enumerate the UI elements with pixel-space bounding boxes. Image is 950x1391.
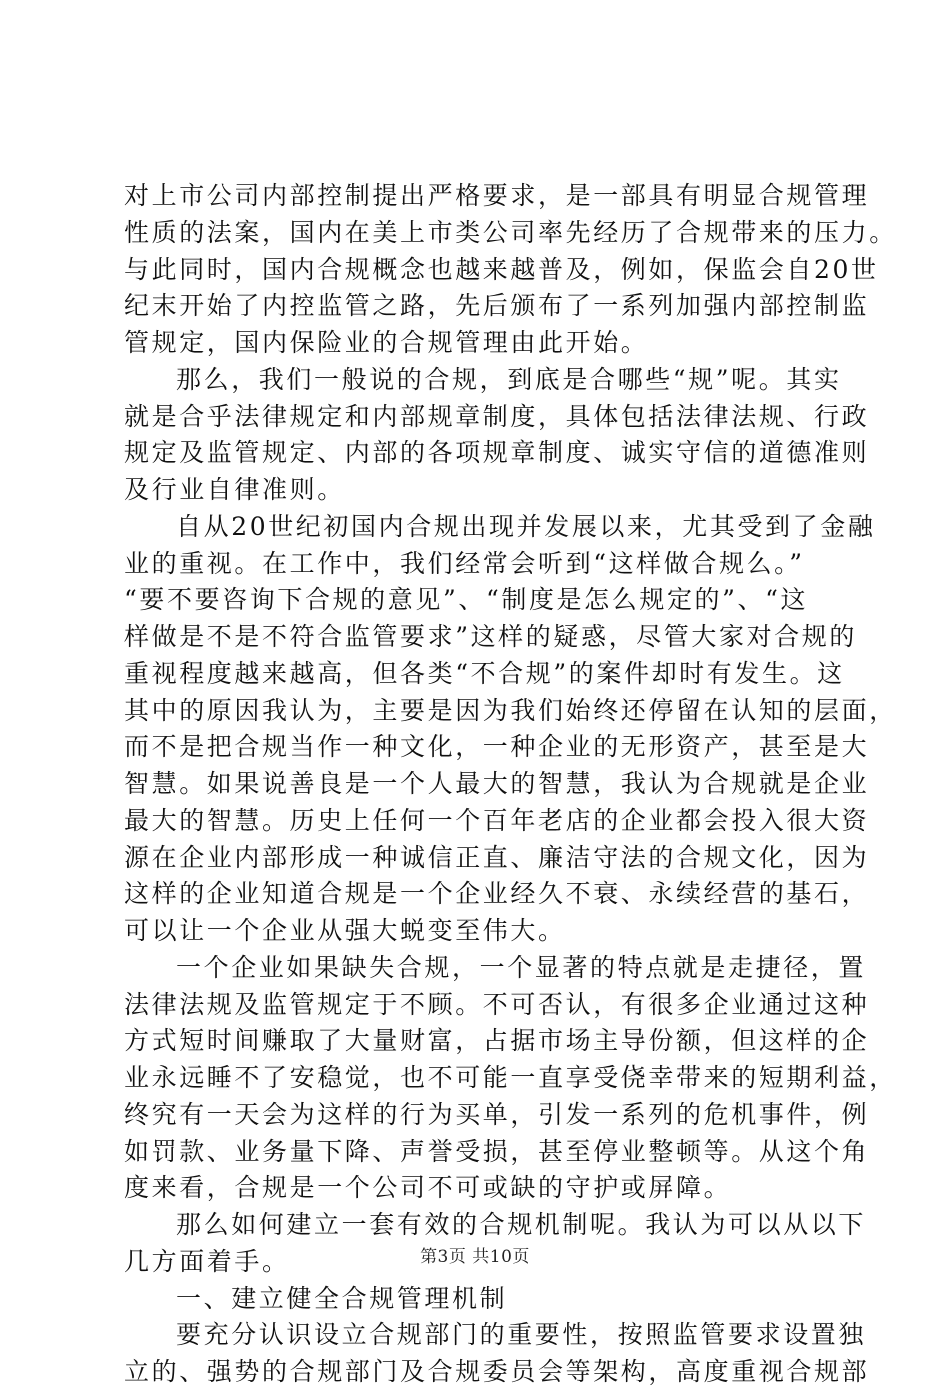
text-line: 性质的法案，国内在美上市类公司率先经历了合规带来的压力。 [124, 217, 897, 247]
text-line: 而不是把合规当作一种文化，一种企业的无形资产，甚至是大 [124, 732, 870, 762]
text-line: 方式短时间赚取了大量财富，占据市场主导份额，但这样的企 [124, 1026, 870, 1056]
text-line: 样做是不是不符合监管要求”这样的疑惑，尽管大家对合规的 [124, 622, 857, 651]
text-line: 规定及监管规定、内部的各项规章制度、诚实守信的道德准则 [124, 438, 870, 468]
text-line: 一个企业如果缺失合规，一个显著的特点就是走捷径，置 [176, 952, 867, 982]
text-line: 及行业自律准则。 [124, 475, 345, 504]
text-line: 业的重视。在工作中，我们经常会听到“这样做合规么。” [124, 548, 805, 578]
text-line: 业永远睡不了安稳觉，也不可能一直享受侥幸带来的短期利益， [124, 1063, 897, 1092]
text-line: 自从20世纪初国内合规出现并发展以来，尤其受到了金融 [176, 511, 876, 541]
text-line: 几方面着手。 [124, 1246, 290, 1276]
text-line: 那么，我们一般说的合规，到底是合哪些“规”呢。其实 [176, 364, 842, 394]
text-line: 就是合乎法律规定和内部规章制度，具体包括法律法规、行政 [124, 401, 870, 431]
text-line: 其中的原因我认为，主要是因为我们始终还停留在认知的层面， [124, 695, 897, 725]
text-line: 如罚款、业务量下降、声誉受损，甚至停业整顿等。从这个角 [124, 1136, 870, 1166]
text-line: 对上市公司内部控制提出严格要求，是一部具有明显合规管理 [124, 181, 870, 210]
page-footer: 第3页 共10页 [420, 1247, 530, 1267]
text-line: 最大的智慧。历史上任何一个百年老店的企业都会投入很大资 [124, 805, 870, 835]
text-line: “要不要咨询下合规的意见”、“制度是怎么规定的”、“这 [124, 585, 809, 615]
text-line: 重视程度越来越高，但各类“不合规”的案件却时有发生。这 [124, 658, 845, 688]
text-line: 源在企业内部形成一种诚信正直、廉洁守法的合规文化，因为 [124, 842, 870, 872]
text-line: 要充分认识设立合规部门的重要性，按照监管要求设置独 [176, 1320, 867, 1350]
text-line: 智慧。如果说善良是一个人最大的智慧，我认为合规就是企业 [124, 769, 870, 798]
text-line: 那么如何建立一套有效的合规机制呢。我认为可以从以下 [176, 1210, 867, 1239]
text-line: 这样的企业知道合规是一个企业经久不衰、永续经营的基石， [124, 879, 870, 909]
text-line: 一、建立健全合规管理机制 [176, 1283, 508, 1313]
text-line: 法律法规及监管规定于不顾。不可否认，有很多企业通过这种 [124, 989, 870, 1019]
text-line: 与此同时，国内合规概念也越来越普及，例如，保监会自20世 [124, 254, 879, 284]
text-line: 可以让一个企业从强大蜕变至伟大。 [124, 916, 566, 945]
text-line: 纪末开始了内控监管之路，先后颁布了一系列加强内部控制监 [124, 291, 870, 321]
text-line: 立的、强势的合规部门及合规委员会等架构，高度重视合规部 [124, 1357, 870, 1386]
document-body [124, 178, 897, 1391]
text-line: 终究有一天会为这样的行为买单，引发一系列的危机事件，例 [124, 1099, 870, 1129]
text-line: 管规定，国内保险业的合规管理由此开始。 [124, 328, 649, 357]
text-line: 度来看，合规是一个公司不可或缺的守护或屏障。 [124, 1173, 732, 1203]
